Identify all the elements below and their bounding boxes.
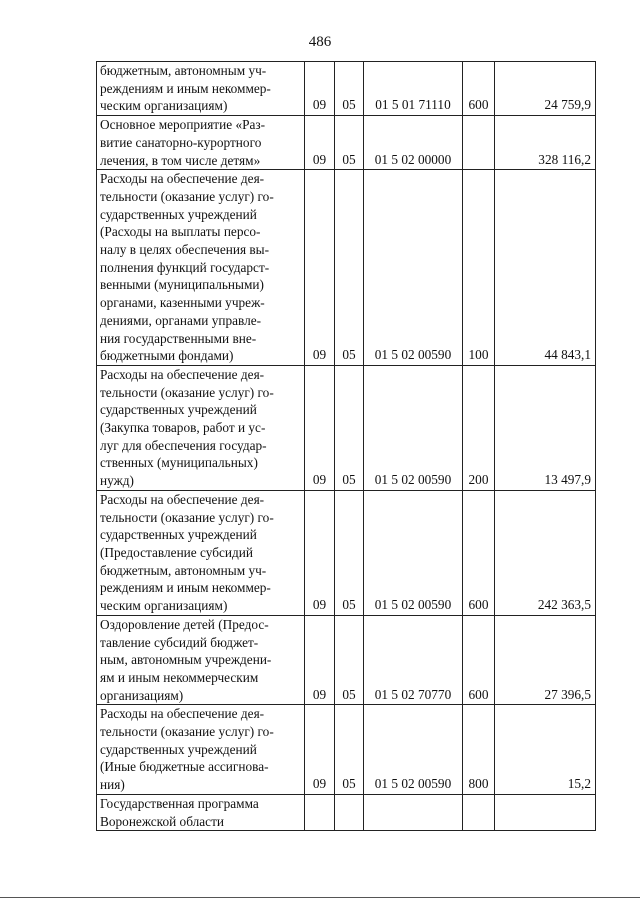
target-article-cell: 01 5 02 70770	[364, 615, 463, 705]
expense-type-cell	[463, 116, 495, 170]
section-code-cell: 09	[305, 170, 335, 366]
description-cell: Основное мероприятие «Раз- витие санаторно-курортного лечения, в том числе детям»	[97, 116, 305, 170]
subsection-code-cell: 05	[335, 116, 364, 170]
subsection-code-cell: 05	[335, 170, 364, 366]
expense-type-cell: 800	[463, 705, 495, 795]
description-cell: Расходы на обеспечение дея- тельности (оказание услуг) го- сударственных учреждений (Предоставление субсидий бюджетным, автономным уч- реждениям и иным некоммер- ческим организациям)	[97, 490, 305, 615]
budget-table	[96, 61, 596, 831]
target-article-cell: 01 5 02 00590	[364, 170, 463, 366]
description-cell: Расходы на обеспечение дея- тельности (оказание услуг) го- сударственных учреждений (Иные бюджетные ассигнова- ния)	[97, 705, 305, 795]
amount-cell: 242 363,5	[495, 490, 596, 615]
expense-type-cell: 100	[463, 170, 495, 366]
description-cell: бюджетным, автономным уч- реждениям и иным некоммер- ческим организациям)	[97, 62, 305, 116]
description-cell: Расходы на обеспечение дея- тельности (оказание услуг) го- сударственных учреждений (Расходы на выплаты персо- налу в целях обеспечения вы- полнения функций государст- венными (муниципальными) органами, казенными учреж- дениями, органами управле- ния государственными вне- бюджетными фондами)	[97, 170, 305, 366]
target-article-cell: 01 5 02 00590	[364, 705, 463, 795]
expense-type-cell: 600	[463, 490, 495, 615]
target-article-cell	[364, 794, 463, 830]
table-row	[97, 365, 596, 490]
section-code-cell	[305, 794, 335, 830]
section-code-cell: 09	[305, 62, 335, 116]
table-row	[97, 62, 596, 116]
amount-cell: 13 497,9	[495, 365, 596, 490]
section-code-cell: 09	[305, 490, 335, 615]
amount-cell: 24 759,9	[495, 62, 596, 116]
expense-type-cell: 600	[463, 62, 495, 116]
subsection-code-cell: 05	[335, 705, 364, 795]
subsection-code-cell: 05	[335, 62, 364, 116]
amount-cell: 27 396,5	[495, 615, 596, 705]
subsection-code-cell	[335, 794, 364, 830]
section-code-cell: 09	[305, 705, 335, 795]
target-article-cell: 01 5 02 00590	[364, 365, 463, 490]
table-body	[97, 62, 596, 831]
amount-cell: 44 843,1	[495, 170, 596, 366]
table-row	[97, 490, 596, 615]
description-cell: Расходы на обеспечение дея- тельности (оказание услуг) го- сударственных учреждений (Закупка товаров, работ и ус- луг для обеспечения государ- ственных (муниципальных) нужд)	[97, 365, 305, 490]
table-row	[97, 794, 596, 830]
amount-cell: 328 116,2	[495, 116, 596, 170]
expense-type-cell: 600	[463, 615, 495, 705]
subsection-code-cell: 05	[335, 615, 364, 705]
table-row	[97, 170, 596, 366]
target-article-cell: 01 5 02 00590	[364, 490, 463, 615]
amount-cell	[495, 794, 596, 830]
description-cell: Оздоровление детей (Предос- тавление субсидий бюджет- ным, автономным учреждени- ям и иным некоммерческим организациям)	[97, 615, 305, 705]
table-row	[97, 705, 596, 795]
target-article-cell: 01 5 02 00000	[364, 116, 463, 170]
amount-cell: 15,2	[495, 705, 596, 795]
table-row	[97, 615, 596, 705]
section-code-cell: 09	[305, 615, 335, 705]
subsection-code-cell: 05	[335, 365, 364, 490]
expense-type-cell	[463, 794, 495, 830]
description-cell: Государственная программа Воронежской области	[97, 794, 305, 830]
table-row	[97, 116, 596, 170]
section-code-cell: 09	[305, 116, 335, 170]
target-article-cell: 01 5 01 71110	[364, 62, 463, 116]
section-code-cell: 09	[305, 365, 335, 490]
scan-edge-line	[0, 897, 640, 898]
subsection-code-cell: 05	[335, 490, 364, 615]
page-number: 486	[308, 34, 332, 50]
expense-type-cell: 200	[463, 365, 495, 490]
